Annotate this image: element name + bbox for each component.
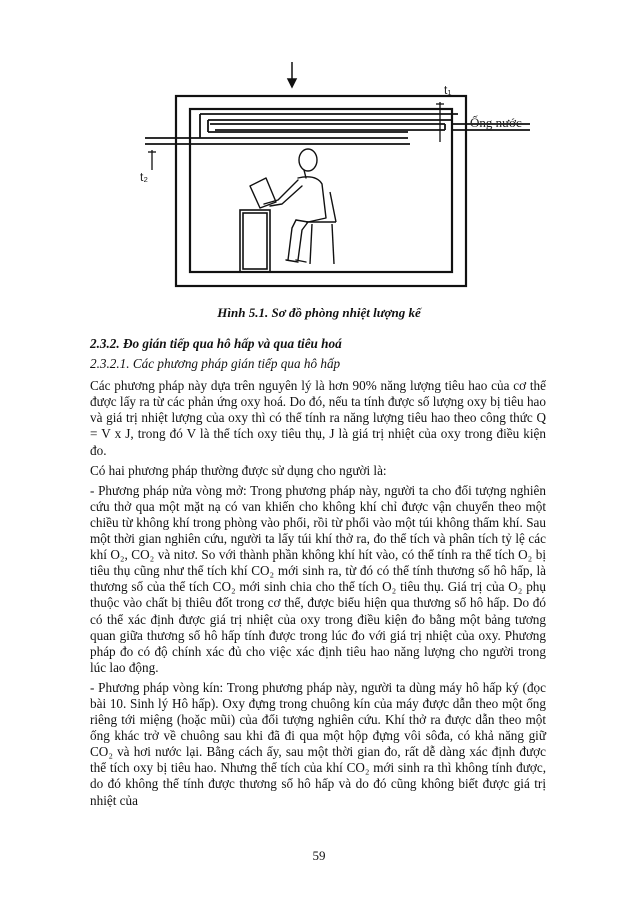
t2-label: t₂ <box>140 170 148 184</box>
paragraph-2: Có hai phương pháp thường được sử dụng cho người là: <box>90 462 387 478</box>
paragraph-3: - Phương pháp nửa vòng mở: Trong phương pháp này, người ta cho đối tượng nghiên cứu thở qua một mặt nạ có van khiến cho không khí chỉ được vận chuyển theo một chiều từ không khí trong phòng vào phổi, rồi từ phổi vào một túi không thấm khí. Sau một thời gian nghiên cứu, người ta lấy túi khí thở ra, đo thể tích và phân tích tỷ lệ các khí O₂, CO₂ và nitơ. So với thành phần không khí hít vào, có thể tính ra thể tích O₂ bị tiêu thụ cũng như thể tích khí CO₂ mới sinh ra, từ đó có thể tính thương số hô hấp, là thương số của thể tích CO₂ mới sinh chia cho thể tích O₂ tiêu thụ. Giá trị của O₂ phụ thuộc vào chất bị thiêu đốt trong cơ thể, được biểu hiện qua thương số hô hấp. Do đó có thể xác định được giá trị nhiệt của oxy trong điều kiện đo bằng một bảng tương quan giữa thương số hô hấp tính được trong lúc đo với giá trị nhiệt của oxy. Phương pháp đo có độ chính xác đủ cho việc xác định tiêu hao năng lượng cho người trong lúc lao động. <box>90 482 546 675</box>
calorimeter-figure <box>60 52 580 314</box>
page-number: 59 <box>312 848 326 863</box>
seated-person <box>250 149 326 262</box>
section-heading: 2.3.2. Đo gián tiếp qua hô hấp và qua tiêu hoá <box>90 336 342 351</box>
air-inlet-arrow <box>288 62 296 87</box>
subsection-heading: 2.3.2.1. Các phương pháp gián tiếp qua hô hấp <box>90 356 341 372</box>
calorimeter-diagram <box>60 52 580 314</box>
t1-label: t₁ <box>444 83 452 97</box>
t2-thermometer <box>148 150 156 170</box>
desk <box>240 210 270 272</box>
paragraph-4: - Phương pháp vòng kín: Trong phương pháp này, người ta dùng máy hô hấp ký (đọc bài 10. Sinh lý Hô hấp). Oxy đựng trong chuông kín của máy được dẫn theo một ống riêng tới miệng (hoặc mũi) của đối tượng nghiên cứu. Khí thở ra được dẫn theo một ống khác trở về chuông sau khi đã đi qua một hộp đựng vôi sôđa, có khả năng giữ CO₂ và hơi nước lại. Bằng cách ấy, sau một thời gian đo, rất dễ dàng xác định được thể tích oxy bị tiêu hao. Nhưng thể tích của khí CO₂ mới sinh ra thì không tính được, do đó không thể tính được thương số hô hấp và do đó cũng không biết được giá trị nhiệt của <box>90 679 546 808</box>
inner-wall <box>190 109 452 272</box>
chair <box>306 192 336 264</box>
water-pipe-label: Ống nước <box>470 115 522 130</box>
figure-caption: Hình 5.1. Sơ đồ phòng nhiệt lượng kế <box>217 305 421 320</box>
paragraph-1: Các phương pháp này dựa trên nguyên lý là hơn 90% năng lượng tiêu hao của cơ thể được lấy ra từ các phản ứng oxy hoá. Do đó, nếu ta tính được số lượng oxy bị tiêu hao và giá trị nhiệt lượng của oxy thì có thể tính ra năng lượng tiêu hao theo công thức Q = V x J, trong đó V là thể tích oxy tiêu thụ, J là giá trị nhiệt của oxy trong điều kiện đo. <box>90 378 546 458</box>
body-text <box>90 336 546 813</box>
